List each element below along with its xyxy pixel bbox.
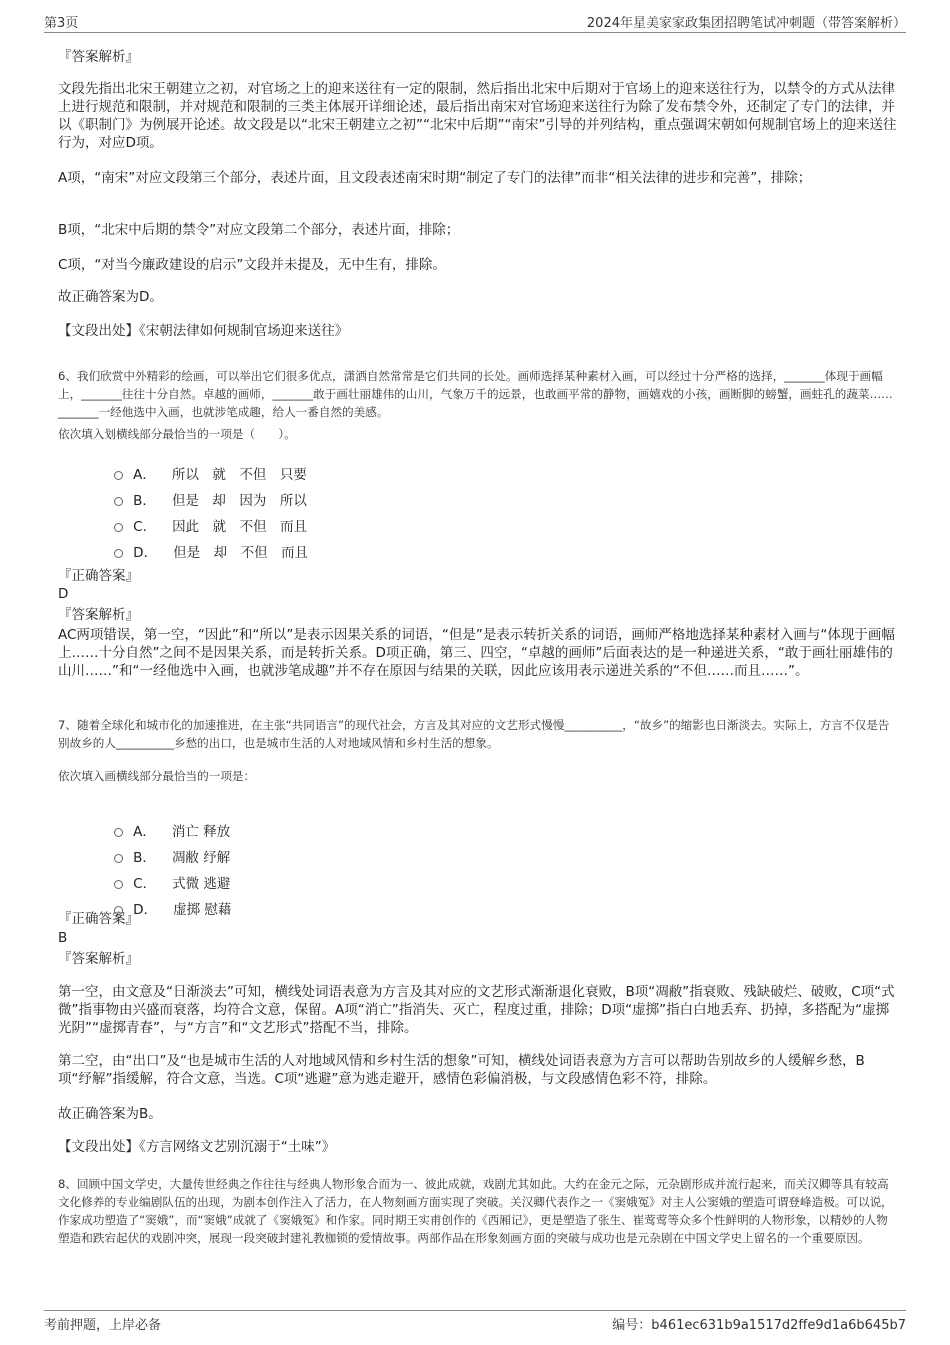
q6-answer-title: 『正确答案』 [58,568,139,584]
option-text: 凋敝 纾解 [171,850,231,866]
option-text: 虚掷 慰藉 [173,902,232,918]
q7-answer-title: 『正确答案』 [58,911,139,927]
option-text: 消亡 释放 [171,824,231,840]
option-letter: D． [133,545,158,561]
q8-stem: 8、回顾中国文学史，大量传世经典之作往往与经典人物形象合而为一、彼此成就，戏剧尤其如此。大约在金元之际，元杂剧形成并流行起来，而关汉卿等具有较高文化修养的专业编剧队伍的出现，为剧本创作注入了活力，在人物刻画方面实现了突破。关汉卿代表作之一《窦娥冤》对主人公窦娥的塑造可谓登峰造极。可以说，作家成功塑造了“窦娥”，而“窦娥”成就了《窦娥冤》和作家。同时期王实甫创作的《西厢记》，更是塑造了张生、崔莺莺等众多个性鲜明的人物形象，以精妙的人物塑造和跌宕起伏的戏剧冲突，展现一段突破封建礼教枷锁的爱情故事。两部作品在形象刻画方面的突破与成功也是元杂剧在中国文学史上留名的一个重要原因。 [58,1177,893,1245]
q6-analysis-title: 『答案解析』 [58,607,139,623]
q5-analysis-option-b: B项，“北宋中后期的禁令”对应文段第二个部分，表述片面，排除； [58,222,460,238]
q7-analysis-para1: 第一空，由文意及“日渐淡去”可知，横线处词语表意为方言及其对应的文艺形式渐渐退化衰败，B项“凋敝”指衰败、残缺破烂、破败，C项“式微”指事物由兴盛而衰落，均符合文意，保留。A项“消亡”指消失、灭亡，程度过重，排除；D项“虚掷”指白白地丢弃、扔掉，多搭配为“虚掷光阴”“虚掷青春”，与“方言”和“文艺形式”搭配不当，排除。 [58,984,895,1036]
q7-source: 【文段出处】《方言网络文艺别沉溺于“土味”》 [58,1139,336,1155]
q5-analysis-para1: 文段先指出北宋王朝建立之初，对官场之上的迎来送往有一定的限制，然后指出北宋中后期对于官场上的迎来送往行为，以禁令的方式从法律上进行规范和限制，并对规范和限制的三类主体展开详细论述，最后指出南宋对官场迎来送往行为除了发布禁令外，还制定了专门的法律，并以《职制门》为例展开论述。故文段是以“北宋王朝建立之初”“北宋中后期”“南宋”引导的并列结构，重点强调宋朝如何规制官场上的迎来送往行为，对应D项。 [58,81,897,151]
radio-icon[interactable] [114,549,123,558]
q6-answer: D [58,586,69,602]
q7-analysis-title: 『答案解析』 [58,951,139,967]
option-text: 所以 就 不但 只要 [171,467,307,483]
header-divider [44,32,906,33]
option-text: 式微 逃避 [172,876,231,892]
q5-source: 【文段出处】《宋朝法律如何规制官场迎来送往》 [58,323,349,339]
document-title: 2024年星美家家政集团招聘笔试冲刺题（带答案解析） [586,16,906,31]
option-text: 但是 却 不但 而且 [173,545,309,561]
page-header [44,10,906,32]
q5-analysis-option-c: C项，“对当今廉政建设的启示”文段并未提及，无中生有，排除。 [58,257,446,273]
option-letter: C． [133,519,157,535]
page-number: 第3页 [44,16,79,31]
option-text: 因此 就 不但 而且 [172,519,308,535]
option-letter: B． [133,493,156,509]
document-id: 编号：b461ec631b9a1517d2ffe9d1a6b645b7 [612,1318,906,1333]
q5-analysis-option-a: A项，“南宋”对应文段第三个部分，表述片面，且文段表述南宋时期“制定了专门的法律”而非“相关法律的进步和完善”，排除； [58,170,812,186]
option-text: 但是 却 因为 所以 [171,493,307,509]
q5-conclusion: 故正确答案为D。 [58,289,163,305]
q7-prompt: 依次填入画横线部分最恰当的一项是： [58,769,256,783]
option-letter: A． [133,824,156,840]
q7-answer: B [58,930,68,946]
q7-conclusion: 故正确答案为B。 [58,1106,162,1122]
q7-analysis-para2: 第二空，由“出口”及“也是城市生活的人对地域风情和乡村生活的想象”可知，横线处词语表意为方言可以帮助告别故乡的人缓解乡愁，B项“纾解”指缓解，符合文意，当选。C项“逃避”意为逃走避开，感情色彩偏消极，与文段感情色彩不符，排除。 [58,1053,865,1087]
option-letter: C． [133,876,157,892]
q7-stem: 7、随着全球化和城市化的加速推进，在主张“共同语言”的现代社会，方言及其对应的文艺形式慢慢__________，“故乡”的缩影也日渐淡去。实际上，方言不仅是告别故乡的人__________乡愁的出口，也是城市生活的人对地域风情和乡村生活的想象。 [58,718,890,750]
footer-slogan: 考前押题，上岸必备 [44,1318,162,1333]
option-letter: B． [133,850,156,866]
q6-analysis: AC两项错误，第一空，“因此”和“所以”是表示因果关系的词语，“但是”是表示转折关系的词语，画师严格地选择某种素材入画与“体现于画幅上……十分自然”之间不是因果关系，而是转折关系。D项正确，第三、四空，“卓越的画师”后面表达的是一种递进关系，“敢于画壮丽雄伟的山川……”和“一经他选中入画，也就涉笔成趣”并不存在原因与结果的关联，因此应该用表示递进关系的“不但……而且……”。 [58,627,895,679]
q6-prompt: 依次填入划横线部分最恰当的一项是（ ）。 [58,427,296,441]
footer-divider [44,1310,906,1311]
q5-analysis-title: 『答案解析』 [58,49,139,65]
option-letter: A． [133,467,156,483]
q6-stem: 6、我们欣赏中外精彩的绘画，可以举出它们很多优点，潇洒自然常常是它们共同的长处。画师选择某种素材入画，可以经过十分严格的选择，_______体现于画幅上，_______往往十分自然。卓越的画师，_______敢于画壮丽雄伟的山川，气象万千的远景，也敢画平常的静物，画嬉戏的小孩，画断脚的螃蟹，画蛀孔的蔬菜……_______一经他选中入画，也就涉笔成趣，给人一番自然的美感。 [58,369,893,419]
option-letter: D． [133,902,158,918]
